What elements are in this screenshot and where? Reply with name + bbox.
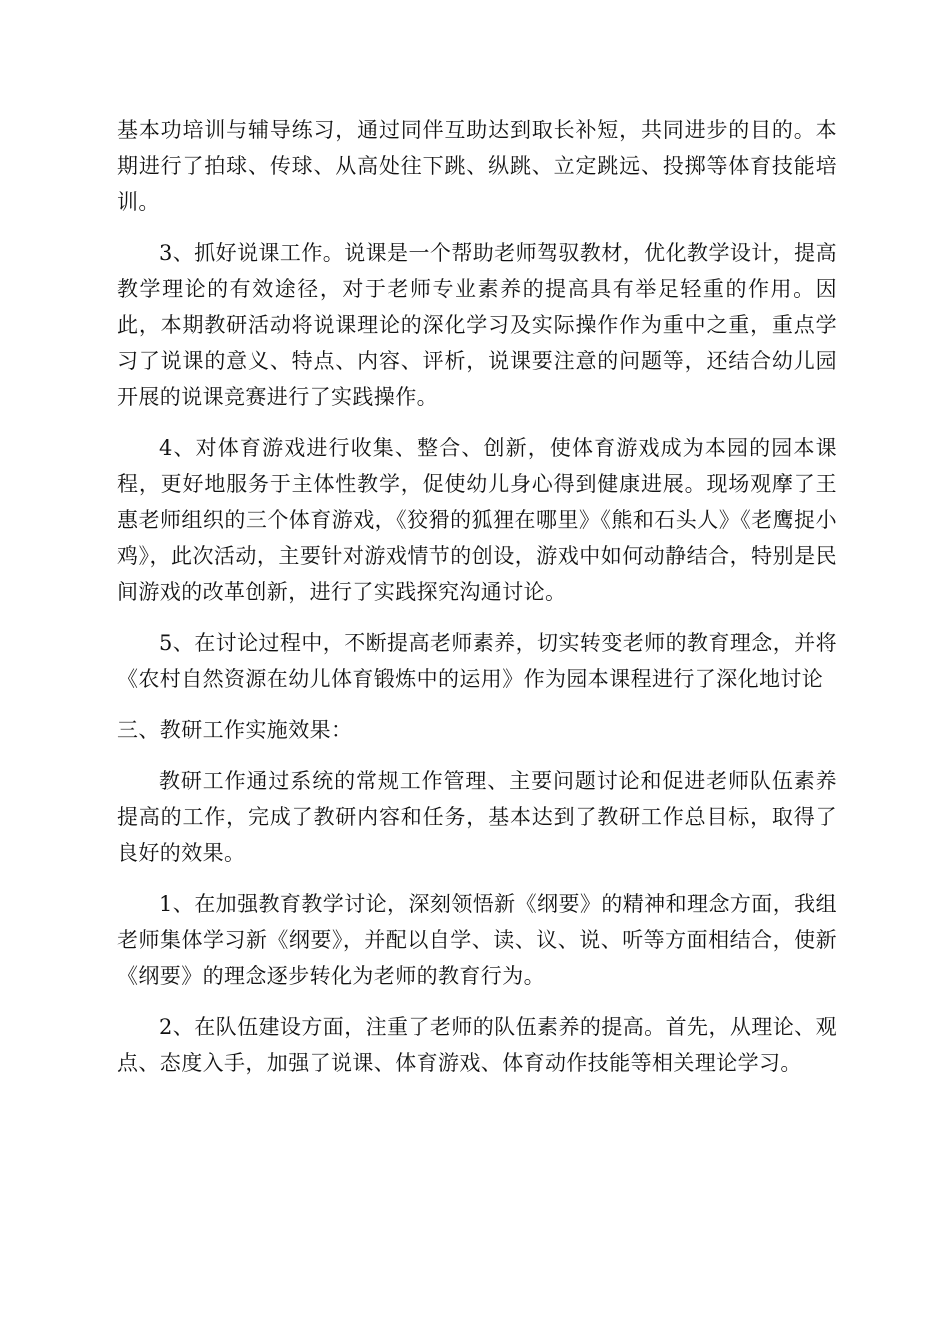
paragraph-item-5: 5、在讨论过程中，不断提高老师素养，切实转变老师的教育理念，并将《农村自然资源在幼儿体育锻炼中的运用》作为园本课程进行了深化地讨论	[117, 631, 837, 691]
paragraph-continuation: 基本功培训与辅导练习，通过同伴互助达到取长补短，共同进步的目的。本期进行了拍球、传球、从高处往下跳、纵跳、立定跳远、投掷等体育技能培训。	[117, 118, 837, 214]
paragraph-item-4: 4、对体育游戏进行收集、整合、创新，使体育游戏成为本园的园本课程，更好地服务于主体性教学，促使幼儿身心得到健康进展。现场观摩了王惠老师组织的三个体育游戏，《狡猾的狐狸在哪里》《熊和石头人》《老鹰捉小鸡》，此次活动，主要针对游戏情节的创设，游戏中如何动静结合，特别是民间游戏的改革创新，进行了实践探究沟通讨论。	[117, 436, 837, 604]
paragraph-effect-intro: 教研工作通过系统的常规工作管理、主要问题讨论和促进老师队伍素养提高的工作，完成了教研内容和任务，基本达到了教研工作总目标，取得了良好的效果。	[117, 769, 837, 865]
paragraph-effect-2: 2、在队伍建设方面，注重了老师的队伍素养的提高。首先，从理论、观点、态度入手，加强了说课、体育游戏、体育动作技能等相关理论学习。	[117, 1015, 837, 1075]
section-heading: 三、教研工作实施效果：	[117, 718, 353, 742]
paragraph-effect-1: 1、在加强教育教学讨论，深刻领悟新《纲要》的精神和理念方面，我组老师集体学习新《纲要》，并配以自学、读、议、说、听等方面相结合，使新《纲要》的理念逐步转化为老师的教育行为。	[117, 892, 837, 988]
paragraph-item-3: 3、抓好说课工作。说课是一个帮助老师驾驭教材，优化教学设计，提高教学理论的有效途径，对于老师专业素养的提高具有举足轻重的作用。因此，本期教研活动将说课理论的深化学习及实际操作作为重中之重，重点学习了说课的意义、特点、内容、评析，说课要注意的问题等，还结合幼儿园开展的说课竞赛进行了实践操作。	[117, 241, 837, 409]
document-body	[117, 112, 837, 1096]
